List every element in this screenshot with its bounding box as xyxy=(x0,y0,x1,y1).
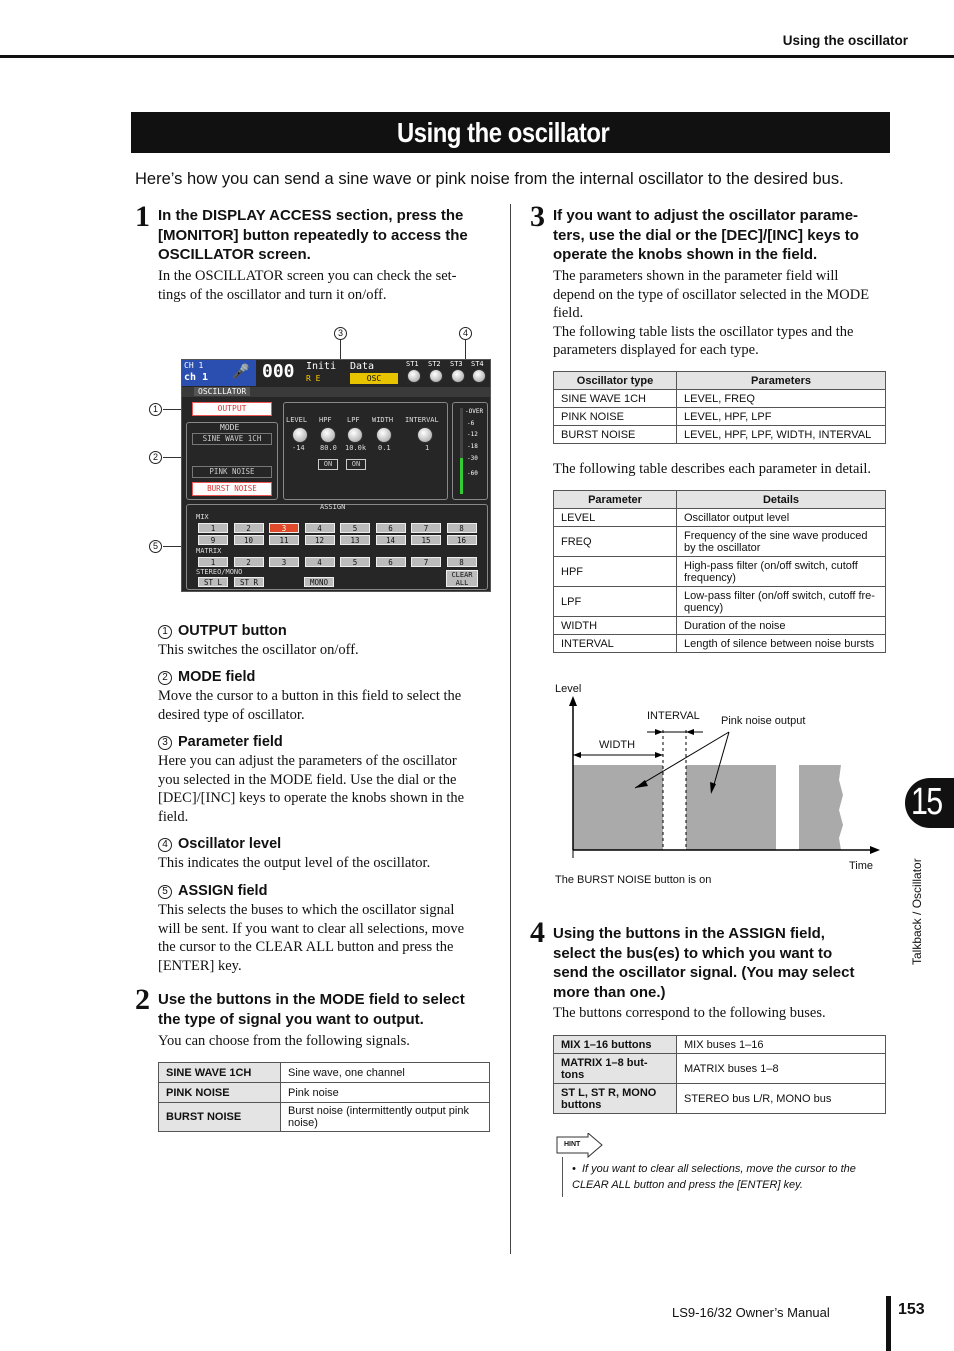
signal-table: SINE WAVE 1CH Sine wave, one channel PINK NOISE Pink noise BURST NOISE Burst noise (intermittently output pink noise) xyxy=(158,1062,490,1132)
matrix-row-button-2[interactable]: 2 xyxy=(234,557,264,567)
mix-row1-button-5[interactable]: 5 xyxy=(340,523,370,533)
running-head: Using the oscillator xyxy=(782,33,908,48)
ch-label: CH 1 xyxy=(184,361,204,370)
meter-fill xyxy=(460,458,463,494)
tab-oscillator[interactable]: OSCILLATOR xyxy=(194,387,250,396)
parameter-table-intro: The following table describes each parameter in detail. xyxy=(553,461,872,477)
mode-sine-button[interactable]: SINE WAVE 1CH xyxy=(192,433,272,445)
osc-tag: OSC xyxy=(350,373,398,384)
step-3-body: The parameters shown in the parameter field will depend on the type of oscillator selected in the MODE field. The following table lists the oscillator types and the parameters displayed for each type. xyxy=(553,268,870,358)
mix-row1-button-6[interactable]: 6 xyxy=(376,523,406,533)
step-2-number: 2 xyxy=(135,983,150,1016)
hint-tag: HINT xyxy=(564,1141,581,1148)
st-r-button[interactable]: ST R xyxy=(234,577,264,587)
lpf-on-button[interactable]: ON xyxy=(346,459,366,470)
title-bar xyxy=(131,112,890,153)
noise-burst-2 xyxy=(686,765,776,850)
mix-row1-button-7[interactable]: 7 xyxy=(411,523,441,533)
parameter-table: Parameter Details LEVEL Oscillator output level FREQ Frequency of the sine wave produced by the oscillator HPF High-pass filter (on/off switch, cutoff frequency) LPF Low-pass filter (on/off switch, cutoff fre-quency) WIDTH Duration of the noise INTERVAL Length of silence between noise bursts xyxy=(553,490,886,653)
item-2-body: Move the cursor to a button in this field to select the desired type of oscillator. xyxy=(158,688,462,723)
diagram-interval-label: INTERVAL xyxy=(647,710,700,722)
callout-2: 2 xyxy=(149,451,162,464)
callout-5: 5 xyxy=(149,540,162,553)
footer-manual-title: LS9-16/32 Owner’s Manual xyxy=(672,1305,830,1320)
diagram-level-label: Level xyxy=(555,683,582,695)
matrix-row-button-3[interactable]: 3 xyxy=(269,557,299,567)
footer-bar xyxy=(886,1296,891,1351)
assign-field xyxy=(186,504,488,590)
diagram-width-label: WIDTH xyxy=(599,739,636,751)
oscillator-screen: CH 1 ch 1 🎤 000 Initi R E Data OSC ST1 ST2 ST3 ST4 OSCILLATOR OUTPUT MODE SINE WAVE 1CH PINK NOISE BURST NOISE LEVEL HPF LPF WIDTH INTERVAL -14 80.0 10.0k 0.1 1 ON ON -OVER -6 -12 -18 -30 -60 ASSIGN MIX MATRIX STEREO/MONO ST L ST R MONO CLEAR ALL 1 2 3 4 5 6 7 8 9 10 11 12 13 14 15 16 1 2 3 4 5 6 7 8 xyxy=(181,359,491,592)
step-1-body: In the OSCILLATOR screen you can check the set- tings of the oscillator and turn it on/off. xyxy=(158,268,457,303)
output-button[interactable]: OUTPUT xyxy=(192,402,272,416)
column-divider xyxy=(510,204,511,1254)
level-knob[interactable] xyxy=(292,427,308,443)
step-1-heading: In the DISPLAY ACCESS section, press the [MONITOR] button repeatedly to access the OSCILLATOR screen. xyxy=(158,207,468,263)
noise-burst-3 xyxy=(799,765,843,850)
item-3-body: Here you can adjust the parameters of the oscillator you selected in the MODE field. Use the dial or the [DEC]/[INC] keys to operate the knobs shown in the field. xyxy=(158,753,465,825)
burst-noise-diagram xyxy=(553,680,893,890)
mix-row2-button-4[interactable]: 12 xyxy=(305,535,335,545)
mix-row2-button-1[interactable]: 9 xyxy=(198,535,228,545)
item-3-heading: 3 Parameter field xyxy=(158,734,283,750)
matrix-row-button-8[interactable]: 8 xyxy=(447,557,477,567)
mono-button[interactable]: MONO xyxy=(304,577,334,587)
matrix-row-button-4[interactable]: 4 xyxy=(305,557,335,567)
mix-row1-button-8[interactable]: 8 xyxy=(447,523,477,533)
intro-text: Here’s how you can send a sine wave or pink noise from the internal oscillator to the desired bus. xyxy=(135,170,844,188)
matrix-row-button-5[interactable]: 5 xyxy=(340,557,370,567)
hpf-knob[interactable] xyxy=(320,427,336,443)
clear-all-button[interactable]: CLEAR ALL xyxy=(446,570,478,587)
diagram-time-label: Time xyxy=(849,860,874,872)
mode-burst-button[interactable]: BURST NOISE xyxy=(192,482,272,496)
mix-row2-button-8[interactable]: 16 xyxy=(447,535,477,545)
burst-noise-graph xyxy=(553,680,893,890)
matrix-row-button-1[interactable]: 1 xyxy=(198,557,228,567)
step-2-body: You can choose from the following signals. xyxy=(158,1033,410,1049)
mic-icon: 🎤 xyxy=(232,364,250,380)
step-3-heading: If you want to adjust the oscillator parame- ters, use the dial or the [DEC]/[INC] keys to operate the knobs shown in the field. xyxy=(553,207,859,263)
lpf-knob[interactable] xyxy=(347,427,363,443)
scene-number: 000 xyxy=(262,361,295,382)
step-4-body: The buttons correspond to the following buses. xyxy=(553,1005,826,1021)
top-rule xyxy=(0,55,954,58)
item-5-heading: 5 ASSIGN field xyxy=(158,883,267,899)
oscillator-type-table: Oscillator type Parameters SINE WAVE 1CH LEVEL, FREQ PINK NOISE LEVEL, HPF, LPF BURST NOISE LEVEL, HPF, LPF, WIDTH, INTERVAL xyxy=(553,371,886,444)
data-label: Data xyxy=(350,361,375,372)
matrix-row-button-6[interactable]: 6 xyxy=(376,557,406,567)
st-l-button[interactable]: ST L xyxy=(198,577,228,587)
mix-row2-button-6[interactable]: 14 xyxy=(376,535,406,545)
matrix-row-button-7[interactable]: 7 xyxy=(411,557,441,567)
mode-pink-button[interactable]: PINK NOISE xyxy=(192,466,272,478)
mix-row1-button-1[interactable]: 1 xyxy=(198,523,228,533)
mix-row2-button-2[interactable]: 10 xyxy=(234,535,264,545)
hint-text: • If you want to clear all selections, move the cursor to the CLEAR ALL button and press the [ENTER] key. xyxy=(572,1163,856,1191)
mix-row2-button-5[interactable]: 13 xyxy=(340,535,370,545)
item-2-heading: 2 MODE field xyxy=(158,669,255,685)
diagram-pink-output-label: Pink noise output xyxy=(721,715,806,727)
st3-knob[interactable] xyxy=(451,369,465,383)
step-3-number: 3 xyxy=(530,200,545,233)
callout-4: 4 xyxy=(459,327,472,340)
item-5-body: This selects the buses to which the oscillator signal will be sent. If you want to clear all selections, move the cursor to the CLEAR ALL button and press the [ENTER] key. xyxy=(158,902,465,974)
item-4-heading: 4 Oscillator level xyxy=(158,836,281,852)
mix-row1-button-3[interactable]: 3 xyxy=(269,523,299,533)
step-4-number: 4 xyxy=(530,916,545,949)
bus-table: MIX 1–16 buttons MIX buses 1–16 MATRIX 1–8 but-tons MATRIX buses 1–8 ST L, ST R, MONO buttons STEREO bus L/R, MONO bus xyxy=(553,1035,886,1114)
page-title: Using the oscillator xyxy=(397,117,610,148)
side-section-label: Talkback / Oscillator xyxy=(910,858,924,965)
diagram-caption: The BURST NOISE button is on xyxy=(555,874,712,886)
item-4-body: This indicates the output level of the oscillator. xyxy=(158,855,431,871)
item-1-body: This switches the oscillator on/off. xyxy=(158,642,359,658)
width-knob[interactable] xyxy=(376,427,392,443)
noise-burst-1 xyxy=(573,765,663,850)
item-1-heading: 1 OUTPUT button xyxy=(158,623,287,639)
mix-row2-button-7[interactable]: 15 xyxy=(411,535,441,545)
st2-knob[interactable] xyxy=(429,369,443,383)
callout-3: 3 xyxy=(334,327,347,340)
mix-row2-button-3[interactable]: 11 xyxy=(269,535,299,545)
st1-knob[interactable] xyxy=(407,369,421,383)
step-1-number: 1 xyxy=(135,200,150,233)
oscillator-level-meter xyxy=(452,402,488,500)
mix-row1-button-2[interactable]: 2 xyxy=(234,523,264,533)
hpf-on-button[interactable]: ON xyxy=(318,459,338,470)
ch-name: ch 1 xyxy=(184,372,209,383)
scene-name: Initi xyxy=(306,361,337,372)
mix-row1-button-4[interactable]: 4 xyxy=(305,523,335,533)
st4-knob[interactable] xyxy=(472,369,486,383)
interval-knob[interactable] xyxy=(417,427,433,443)
step-2-heading: Use the buttons in the MODE field to select the type of signal you want to output. xyxy=(158,991,465,1028)
page-number: 153 xyxy=(898,1301,925,1318)
step-4-heading: Using the buttons in the ASSIGN field, select the bus(es) to which you want to send the oscillator signal. (You may select more than one.) xyxy=(553,925,855,1001)
scene-sub: R E xyxy=(306,374,321,383)
callout-1: 1 xyxy=(149,403,162,416)
chapter-number: 15 xyxy=(911,781,942,823)
